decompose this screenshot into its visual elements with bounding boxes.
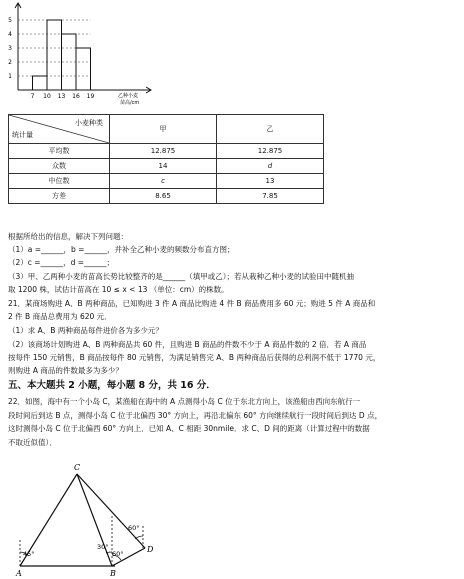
label-b: B	[110, 569, 116, 576]
segment-cd	[77, 474, 145, 548]
y-tick-label: 1	[8, 73, 12, 80]
question-line: 取 1200 株，试估计苗高在 10 ≤ x < 13 （单位：cm）的株数。	[8, 285, 229, 294]
question-line: 按每件 150 元销售，B 商品按每件 80 元销售，为满足销售完 A、B 两种商品后获得的总利润不低于 1770 元，	[8, 353, 381, 362]
histogram-bars	[33, 20, 91, 90]
table-row	[9, 159, 324, 174]
table-row	[9, 144, 324, 159]
histogram-bar	[33, 76, 48, 90]
table-row	[9, 174, 324, 189]
label-c: C	[74, 463, 81, 472]
instruction-line: 根据所给出的信息，解决下列问题：	[8, 232, 128, 241]
label-a: A	[16, 569, 22, 576]
cell-jia: 12.875	[110, 144, 217, 159]
question-line: 21．某商场购进 A、B 两种商品，已知购进 3 件 A 商品比购进 4 件 B 商品费用多 60 元；购进 5 件 A 商品和	[8, 299, 376, 308]
x-tick-label: 19	[86, 93, 95, 100]
cell-yi: 13	[217, 174, 324, 189]
question-line: 这时测得小岛 C 位于北偏西 60° 方向上．已知 A、C 相距 30nmile．求 C、D 间的距离（计算过程中的数据	[8, 424, 370, 433]
y-tick-label: 3	[8, 45, 12, 52]
angle-label-60-d: 60°	[128, 524, 140, 532]
question-line: 则购进 A 商品的件数最多为多少？	[8, 366, 123, 375]
cell-yi: d	[217, 159, 324, 174]
x-tick-label: 13	[57, 93, 66, 100]
cell-yi: 7.85	[217, 189, 324, 204]
angle-label-30: 30°	[97, 543, 109, 551]
row-label: 众数	[9, 159, 110, 174]
question-line: 不取近似值）．	[8, 438, 57, 447]
geometry-figure	[0, 452, 180, 576]
y-tick-label: 2	[8, 59, 12, 66]
segment-bc	[77, 474, 112, 566]
label-d: D	[147, 545, 154, 554]
question-line: （1）求 A、B 两种商品每件进价各为多少元？	[8, 326, 163, 335]
cell-jia: 14	[110, 159, 217, 174]
histogram-bar	[47, 20, 62, 90]
cell-yi: 12.875	[217, 144, 324, 159]
histogram-ticks	[8, 17, 94, 100]
question-line: （2）c =______，d =______；	[8, 258, 114, 267]
x-tick-label: 7	[30, 93, 35, 100]
column-header-yi: 乙	[217, 115, 324, 144]
cell-jia: 8.65	[110, 189, 217, 204]
x-tick-label: 16	[72, 93, 80, 100]
header-top-label: 小麦种类	[75, 119, 103, 127]
x-tick-label: 10	[43, 93, 51, 100]
table-row	[9, 189, 324, 204]
column-header-jia: 甲	[110, 115, 217, 144]
y-tick-label: 5	[8, 17, 12, 24]
question-line: （1）a =______，b =______，并补全乙种小麦的频数分布直方图；	[8, 245, 235, 254]
question-line: （2）该商场计划购进 A、B 两种商品共 60 件，且购进 B 商品的件数不少于 A 商品件数的 2 倍．若 A 商品	[8, 340, 367, 349]
angle-label-45: 45°	[23, 550, 35, 558]
section-heading: 五、本大题共 2 小题，每小题 8 分，共 16 分．	[8, 380, 216, 391]
x-axis-label-line2: 苗高/cm	[120, 100, 140, 106]
question-line: 段时间后到达 B 点，测得小岛 C 位于北偏西 30° 方向上，再沿北偏东 60° 方向继续航行一段时间后到达 D 点，	[8, 411, 383, 420]
row-label: 方差	[9, 189, 110, 204]
diagonal-header-cell	[9, 115, 110, 144]
question-line: 2 件 B 商品总费用为 620 元．	[8, 312, 112, 321]
question-line: 22．如图，海中有一个小岛 C，某渔船在海中的 A 点测得小岛 C 位于东北方向上，该渔船由西向东航行一	[8, 397, 361, 406]
row-label: 中位数	[9, 174, 110, 189]
statistics-table	[8, 114, 324, 204]
histogram-bar	[76, 48, 91, 90]
height-histogram	[0, 0, 170, 112]
x-axis-label-line1: 乙种小麦	[118, 93, 139, 99]
cell-jia: c	[110, 174, 217, 189]
angle-label-60-b: 60°	[112, 550, 124, 558]
y-tick-label: 4	[8, 31, 12, 38]
row-label: 平均数	[9, 144, 110, 159]
header-bottom-label: 统计量	[12, 131, 33, 139]
question-line: （3）甲、乙两种小麦的苗高长势比较整齐的是______（填甲或乙）；若从栽种乙种小麦的试验田中随机抽	[8, 272, 355, 281]
